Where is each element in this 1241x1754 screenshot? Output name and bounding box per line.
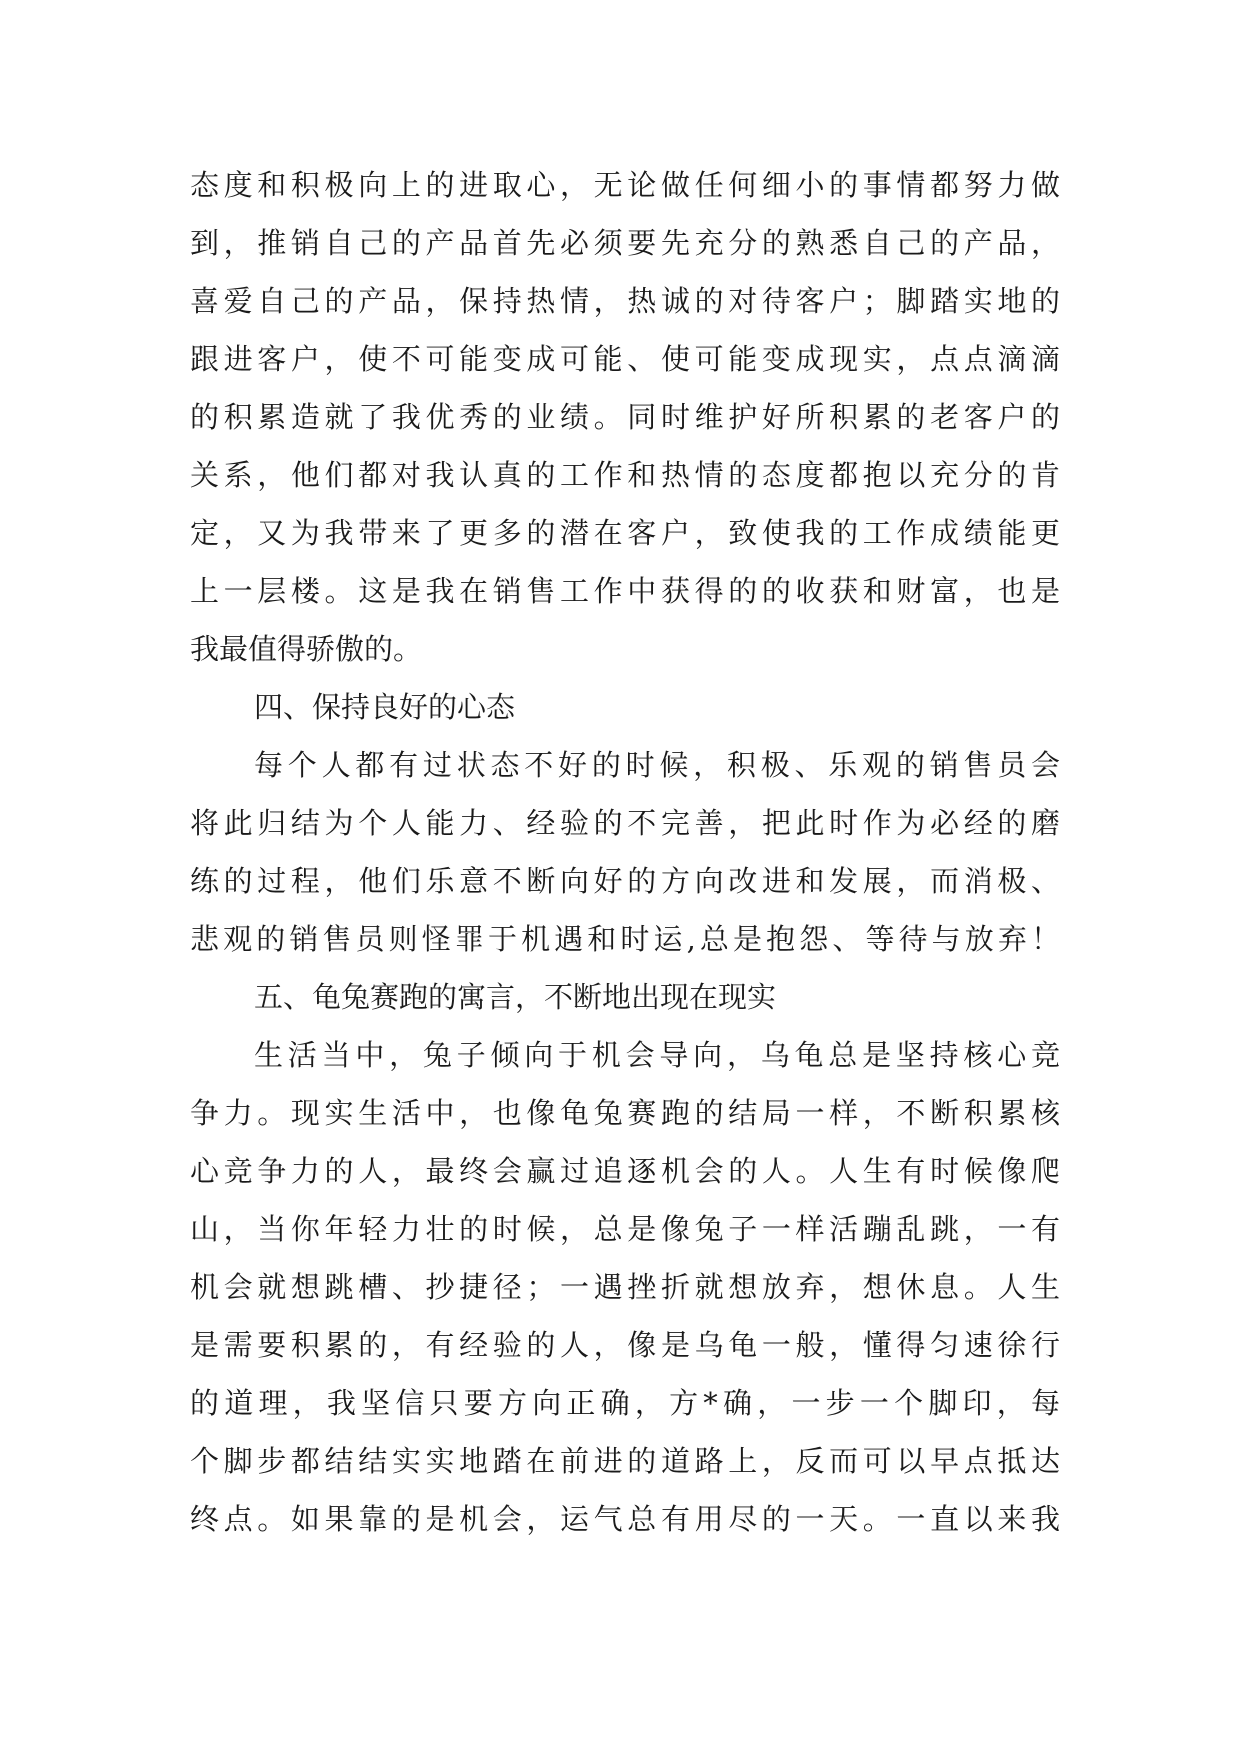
text-line: 的积累造就了我优秀的业绩。同时维护好所积累的老客户的 (190, 400, 1060, 434)
section-heading: 四、保持良好的心态 (254, 690, 516, 724)
text-line: 将此归结为个人能力、经验的不完善，把此时作为必经的磨 (190, 806, 1060, 840)
text-line: 是需要积累的，有经验的人，像是乌龟一般，懂得匀速徐行 (190, 1328, 1060, 1362)
text-line: 心竞争力的人，最终会赢过追逐机会的人。人生有时候像爬 (190, 1154, 1060, 1188)
document-body (190, 156, 1060, 1548)
text-line: 跟进客户，使不可能变成可能、使可能变成现实，点点滴滴 (190, 342, 1060, 376)
text-line: 练的过程，他们乐意不断向好的方向改进和发展，而消极、 (190, 864, 1060, 898)
text-line: 态度和积极向上的进取心，无论做任何细小的事情都努力做 (190, 168, 1060, 202)
text-line: 上一层楼。这是我在销售工作中获得的的收获和财富，也是 (190, 574, 1060, 608)
text-line: 到，推销自己的产品首先必须要先充分的熟悉自己的产品， (190, 226, 1060, 260)
text-line: 机会就想跳槽、抄捷径；一遇挫折就想放弃，想休息。人生 (190, 1270, 1060, 1304)
text-line: 生活当中，兔子倾向于机会导向，乌龟总是坚持核心竞 (254, 1038, 1060, 1072)
text-line: 关系，他们都对我认真的工作和热情的态度都抱以充分的肯 (190, 458, 1060, 492)
text-line: 个脚步都结结实实地踏在前进的道路上，反而可以早点抵达 (190, 1444, 1060, 1478)
text-line: 每个人都有过状态不好的时候，积极、乐观的销售员会 (254, 748, 1060, 782)
text-line: 终点。如果靠的是机会，运气总有用尽的一天。一直以来我 (190, 1502, 1060, 1536)
text-line: 定，又为我带来了更多的潜在客户，致使我的工作成绩能更 (190, 516, 1060, 550)
section-heading: 五、龟兔赛跑的寓言，不断地出现在现实 (254, 980, 777, 1014)
text-line: 我最值得骄傲的。 (190, 632, 423, 666)
text-line: 喜爱自己的产品，保持热情，热诚的对待客户；脚踏实地的 (190, 284, 1060, 318)
text-line: 山，当你年轻力壮的时候，总是像兔子一样活蹦乱跳，一有 (190, 1212, 1060, 1246)
text-line: 的道理，我坚信只要方向正确，方*确，一步一个脚印，每 (190, 1386, 1060, 1420)
text-line: 悲观的销售员则怪罪于机遇和时运,总是抱怨、等待与放弃！ (190, 922, 1060, 956)
text-line: 争力。现实生活中，也像龟兔赛跑的结局一样，不断积累核 (190, 1096, 1060, 1130)
